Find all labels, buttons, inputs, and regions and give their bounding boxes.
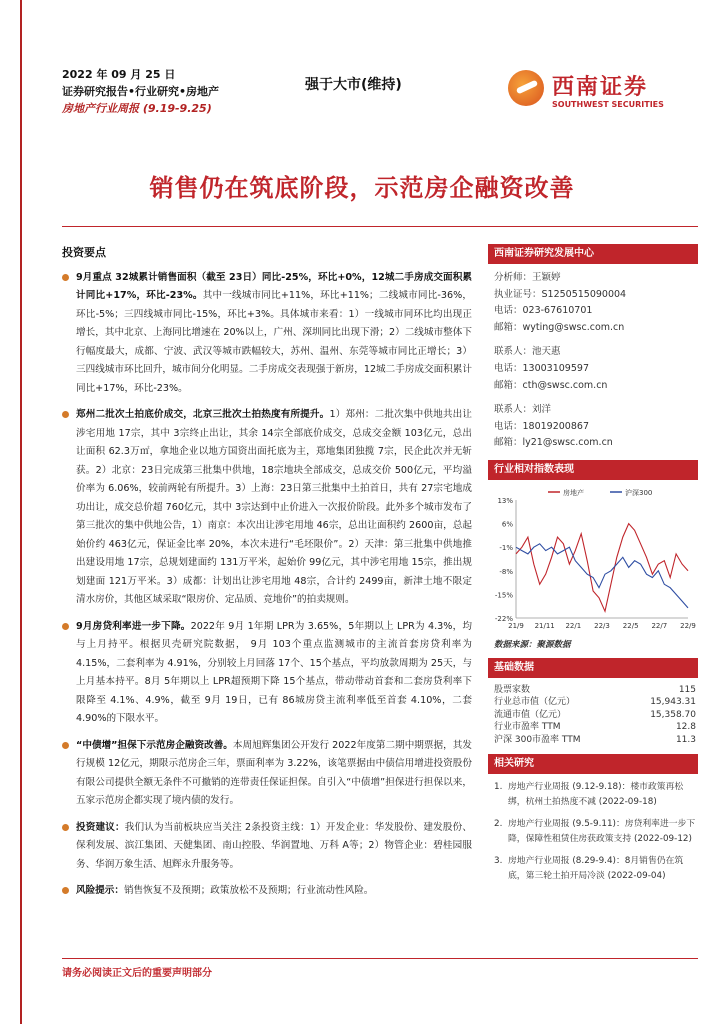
footer-disclaimer[interactable]: 请务必阅读正文后的重要声明部分 [62, 968, 212, 979]
basic-key: 股票家数 [494, 684, 531, 695]
basic-data-row [488, 709, 698, 721]
rating: 强于大市(维持) [305, 77, 402, 93]
basic-key: 流通市值（亿元） [494, 709, 567, 720]
x-tick-label: 22/7 [651, 621, 668, 630]
contact1-name: 联系人：池天惠 [494, 346, 561, 358]
series-line-0 [516, 524, 688, 612]
x-tick-label: 21/9 [508, 621, 524, 630]
contact1-phone: 电话：13003109597 [494, 362, 589, 374]
legend-label-0: 房地产 [563, 488, 584, 497]
related-research-list [488, 780, 698, 885]
left-border-line [20, 0, 22, 1024]
index-chart-svg [488, 486, 698, 636]
bullet-text: 1）郑州：二批次集中供地共出让涉宅用地 17宗，其中 3宗终止出让，其余 14宗全部底价成交，总成交金额 103亿元，总出让面积 62.3万㎡，拿地企业以地方国资出面托底为主，郑地集团独揽 7宗，民企此次并无斩获。2）北京：23日完成第三批集中供地，18宗地块全部成交，总成交价 500亿元，平均溢价率为 6.06%，较前两轮有所提升。3）上海：23日第三批集中土拍首日，共有 27宗宅地成功出让，成交总价超 760亿元，其中 3宗达到中止价进入一次报价阶段。此外多个城市发布了第三批次的集中供地公告，1）南京：本次出让涉宅用地 46宗，总出让面积约 2600亩，总起始价约 463亿元，保证金比率 20%，本次未进行“毛坯限价”。2）天津：第三批集中供地推出建设用地 17宗，总规划建面约 131万平米，起始价 99亿元，其中涉宅用地 15宗，推出规划建面 121万平米。3）成都：计划出让涉宅用地 48宗，合计约 2499亩，新津土地不限定清水房价，其他区域采取“限房价、定品质、竞地价”的拍卖规则。 [76, 409, 473, 605]
analyst-name: 分析师：王颖婷 [494, 272, 561, 283]
basic-key: 沪深 300市盈率 TTM [494, 734, 581, 745]
main-column [62, 244, 472, 909]
report-header [62, 66, 219, 117]
report-name: 房地产行业周报 (9.19-9.25) [62, 102, 212, 115]
series-line-1 [516, 544, 688, 608]
analyst-email[interactable]: 邮箱：wyting@swsc.com.cn [494, 321, 625, 333]
contact2-email[interactable]: 邮箱：ly21@swsc.com.cn [494, 437, 613, 449]
index-chart [488, 486, 698, 636]
x-tick-label: 22/5 [622, 621, 639, 630]
bullet-lead: 9月房贷利率进一步下降。 [76, 620, 191, 632]
bullet-text: 本周旭辉集团公开发行 2022年度第二期中期票据，其发行规模 12亿元，期限示范房企三年，票面利率为 3.22%，该笔票据由中债信用增进投资股份有限公司提供全额无条件不可撤销的连带责任保证担保。自引入“中债增”担保进行担保以来，五家示范房企都实现了境内债的发行。 [76, 739, 472, 806]
related-item[interactable]: 3. 房地产行业周报 (8.29-9.4)：8月销售仍在筑底，第三轮土拍开局冷淡 (2022-09-04) [494, 855, 684, 882]
contact2-phone: 电话：18019200867 [494, 420, 589, 432]
logo-en: SOUTHWEST SECURITIES [552, 100, 664, 109]
legend-label-1: 沪深300 [625, 488, 653, 497]
bullet-item [62, 406, 472, 610]
bullet-lead: “中债增”担保下示范房企融资改善。 [76, 739, 233, 751]
section-title: 投资要点 [62, 246, 106, 259]
bullet-lead: 投资建议： [76, 821, 125, 833]
bullet-item [62, 269, 472, 399]
basic-data-row [488, 696, 698, 708]
footer-divider [62, 958, 698, 959]
basic-value: 115 [678, 684, 696, 695]
chart-source: 数据来源：聚源数据 [494, 639, 571, 650]
basic-data-row [488, 721, 698, 733]
bullet-lead: 风险提示： [76, 885, 124, 896]
basic-value: 15,358.70 [650, 709, 696, 720]
report-date: 2022 年 09 月 25 日 [62, 68, 176, 81]
y-tick-label: -1% [499, 544, 513, 553]
bullet-item [62, 618, 472, 729]
bullet-text: 其中一线城市同比+11%，环比+11%；二线城市同比-36%，环比-5%；三四线城市同比-15%，环比+3%。具体城市来看：1）一线城市同环比均出现正增长，其中北京、上海同比增速在 20%以上，广州、深圳同比出现下滑；2）二线城市整体下行幅度最大，成都、宁波、武汉等城市跌幅较大，苏州、温州、东莞等城市同比正增长；3）三四线城市环比回升，城市间分化明显。二手房成交表现强于新房，12城二手房成交面积累计同比+17%，环比-23%。 [76, 290, 472, 394]
basic-data-title: 基础数据 [488, 658, 698, 678]
basic-value: 11.3 [675, 734, 696, 745]
bullet-lead: 郑州二批次土拍底价成交，北京三批次土拍热度有所提升。 [76, 409, 330, 420]
related-research-title: 相关研究 [488, 754, 698, 774]
basic-data-row [488, 684, 698, 696]
basic-key: 行业总市值（亿元） [494, 697, 576, 708]
related-item[interactable]: 2. 房地产行业周报 (9.5-9.11)：房贷利率进一步下降，保障性租赁住房获政策支持 (2022-09-12) [494, 818, 696, 845]
company-logo [508, 64, 698, 120]
y-tick-label: -22% [494, 614, 513, 623]
divider [62, 226, 698, 227]
analyst-phone: 电话：023-67610701 [494, 305, 593, 317]
y-tick-label: -15% [494, 591, 513, 600]
x-tick-label: 21/11 [534, 621, 555, 630]
research-center-title: 西南证券研究发展中心 [488, 244, 698, 264]
basic-value: 12.8 [675, 722, 696, 733]
report-category: 证券研究报告•行业研究•房地产 [62, 85, 220, 98]
x-tick-label: 22/9 [680, 621, 696, 630]
bullet-item [62, 737, 472, 811]
analyst-license: 执业证号：S1250515090004 [494, 288, 627, 300]
x-tick-label: 22/1 [565, 621, 582, 630]
basic-data-row [488, 734, 698, 746]
y-tick-label: 13% [497, 496, 513, 505]
basic-key: 行业市盈率 TTM [494, 722, 561, 733]
bullet-text: 销售恢复不及预期；政策放松不及预期；行业流动性风险。 [123, 885, 374, 896]
y-tick-label: -8% [499, 567, 513, 576]
sidebar [488, 244, 698, 891]
bullet-item [62, 819, 472, 875]
logo-mark-icon [508, 70, 544, 106]
chart-title: 行业相对指数表现 [488, 460, 698, 480]
bullet-lead: 9月重点 32城累计销售面积（截至 23日）同比-25%，环比+0%，12城二手房成交面积累计同比+17%，环比-23%。 [76, 271, 472, 301]
x-tick-label: 22/3 [594, 621, 610, 630]
bullet-text: 2022年 9月 1年期 LPR为 3.65%，5年期以上 LPR为 4.3%，均与上月持平。根据贝壳研究院数据， 9月 103个重点监测城市的主流首套房贷利率为 4.15%，二套利率为 4.91%，分别较上月回落 17个、15个基点，平均放款周期为 25天，与上月基本持平。8月 5年期以上 LPR超预期下降 15个基点，带动带动首套和二套房贷利率下限降至 4.1%、4.9%，截至 9月 19日，已有 86城房贷主流利率低至首套 4.10%，二套 4.90%的下限水平。 [76, 620, 472, 724]
page-title: 销售仍在筑底阶段，示范房企融资改善 [149, 174, 575, 202]
related-item[interactable]: 1. 房地产行业周报 (9.12-9.18)：楼市政策再松绑，杭州土拍热度不减 (2022-09-18) [494, 781, 684, 808]
basic-value: 15,943.31 [650, 697, 696, 708]
bullet-text: 我们认为当前板块应当关注 2条投资主线：1）开发企业：华发股份、建发股份、保利发展、滨江集团、天健集团、南山控股、华润置地、万科 A等；2）物管企业：碧桂园服务、华润万象生活、旭辉永升服务等。 [76, 821, 473, 870]
contact2-name: 联系人：刘洋 [494, 404, 552, 416]
y-tick-label: 6% [501, 520, 513, 529]
logo-cn: 西南证券 [552, 75, 649, 100]
contact1-email[interactable]: 邮箱：cth@swsc.com.cn [494, 379, 608, 391]
bullet-item [62, 882, 472, 901]
